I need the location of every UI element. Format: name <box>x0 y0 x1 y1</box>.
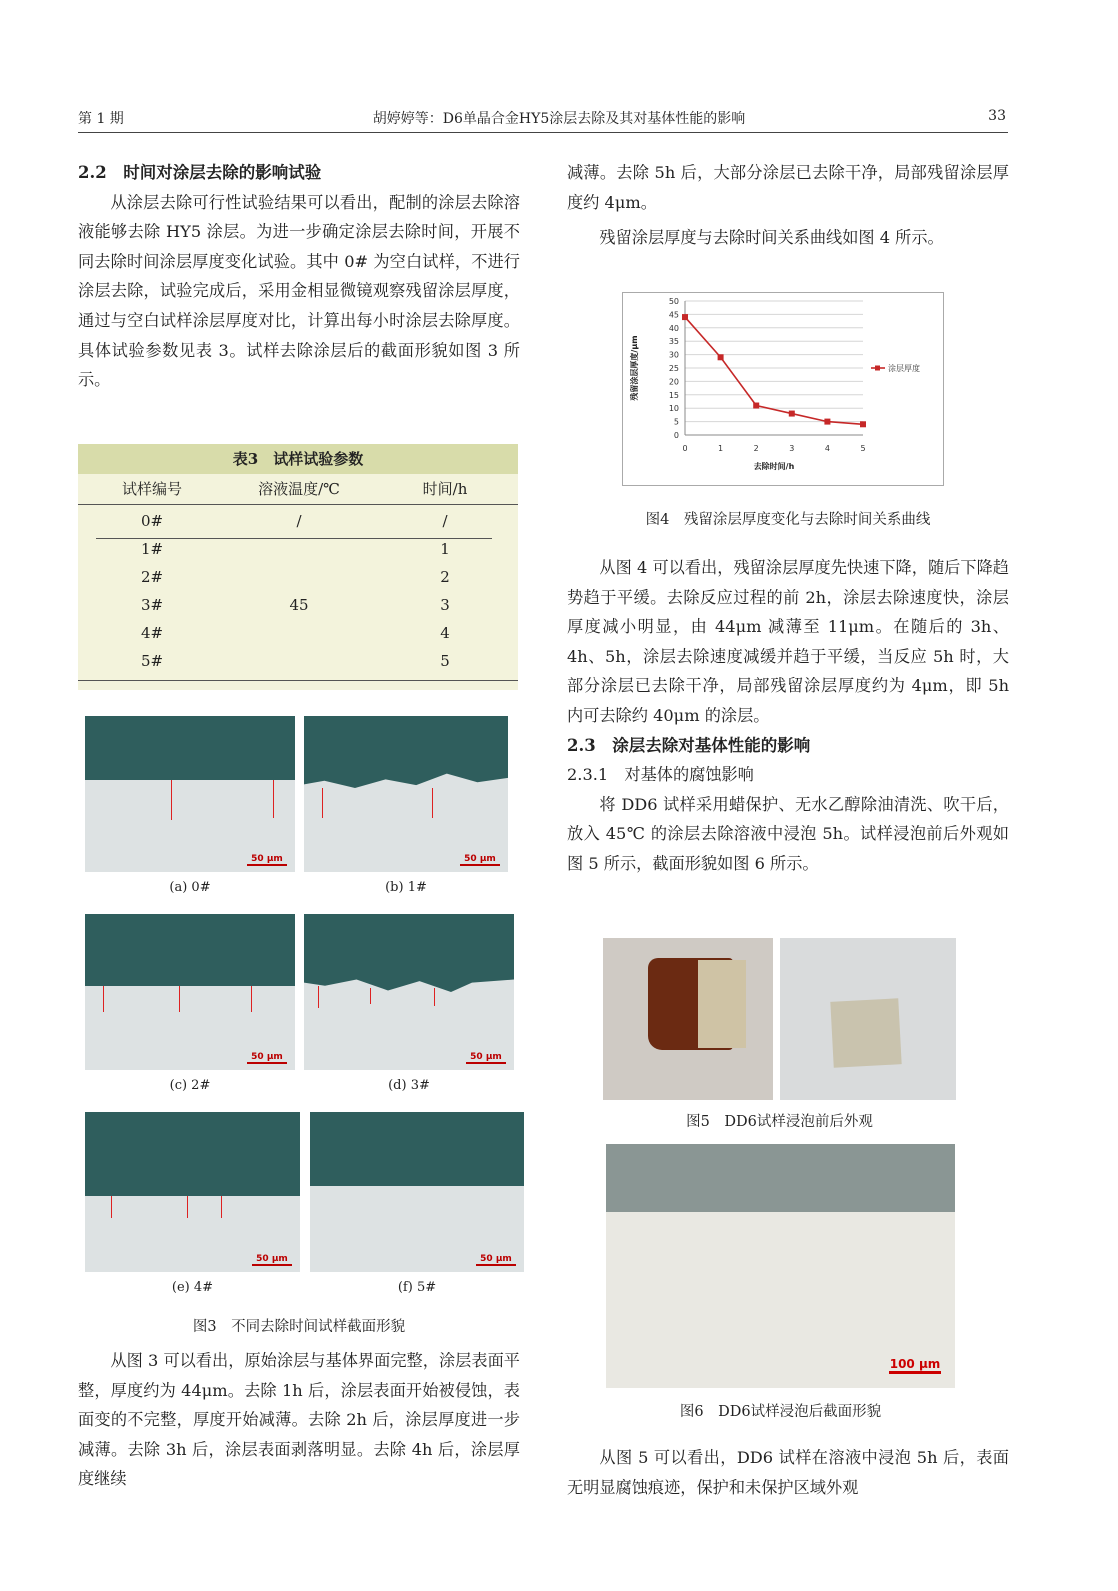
y-tick-label: 25 <box>668 364 679 373</box>
issue-number: 第 1 期 <box>78 111 124 127</box>
table-cell: 3# <box>140 596 164 614</box>
data-point <box>860 421 866 427</box>
scale-bar: 50 μm <box>252 1254 292 1266</box>
scale-bar: 50 μm <box>247 854 287 866</box>
y-tick-label: 10 <box>668 404 679 414</box>
legend-label: 涂层厚度 <box>888 364 920 373</box>
x-tick-label: 4 <box>824 444 830 453</box>
x-tick-label: 1 <box>718 444 724 453</box>
section-heading-2-3: 2.3 涂层去除对基体性能的影响 <box>567 735 811 755</box>
data-point <box>682 314 688 320</box>
legend-marker <box>875 366 880 371</box>
scale-bar: 50 μm <box>476 1254 516 1266</box>
table-cell: 4 <box>440 624 450 642</box>
y-tick-label: 40 <box>668 323 679 333</box>
data-point <box>824 419 830 425</box>
data-point <box>753 403 759 409</box>
table-cell: 45 <box>289 596 309 614</box>
x-tick-label: 2 <box>753 444 759 453</box>
table-header-id: 试样编号 <box>121 480 182 498</box>
table-cell: 4# <box>140 624 164 642</box>
table-header-time: 时间/h <box>422 480 468 498</box>
y-tick-label: 15 <box>668 390 679 400</box>
table-cell: / <box>296 512 302 530</box>
table-cell: 2# <box>140 568 164 586</box>
y-tick-label: 45 <box>668 310 679 320</box>
x-tick-label: 0 <box>682 444 688 453</box>
page-number: 33 <box>988 108 1006 124</box>
scale-bar: 50 μm <box>460 854 500 866</box>
paragraph: 从图 4 可以看出，残留涂层厚度先快速下降，随后下降趋势趋于平缓。去除反应过程的前 2h，涂层去除速度快，涂层厚度减小明显，由 44μm 减薄至 11μm。在随后的 3h、4h、5h，涂层去除速度减缓并趋于平缓，当反应 5h 时，大部分涂层已去除干净，局部残留涂层厚度约为 4μm，即 5h 内可去除约 40μm 的涂层。 <box>567 558 1009 725</box>
y-tick-label: 35 <box>668 337 679 347</box>
header-rule <box>78 132 1008 133</box>
section-heading-2-3-1: 2.3.1 对基体的腐蚀影响 <box>567 765 754 785</box>
table-cell: 1# <box>140 540 164 558</box>
subfigure-label: (f) 5# <box>397 1280 437 1295</box>
figure-5-caption: 图5 DD6试样浸泡前后外观 <box>686 1114 873 1130</box>
paragraph: 残留涂层厚度与去除时间关系曲线如图 4 所示。 <box>599 228 944 248</box>
micrograph-d <box>304 914 514 1070</box>
running-title: 胡婷婷等：D6单晶合金HY5涂层去除及其对基体性能的影响 <box>372 111 746 127</box>
figure-6-micrograph <box>606 1144 955 1388</box>
y-tick-label: 50 <box>668 297 679 306</box>
paragraph: 从图 5 可以看出，DD6 试样在溶液中浸泡 5h 后，表面无明显腐蚀痕迹，保护和未保护区域外观 <box>567 1448 1009 1497</box>
subfigure-label: (e) 4# <box>171 1280 214 1295</box>
table-cell: 3 <box>440 596 450 614</box>
micrograph-f <box>310 1112 524 1272</box>
scale-bar: 100 μm <box>889 1357 941 1374</box>
section-heading-2-2: 2.2 时间对涂层去除的影响试验 <box>78 163 322 182</box>
micrograph-b <box>304 716 508 872</box>
figure-3-caption: 图3 不同去除时间试样截面形貌 <box>192 1319 406 1335</box>
figure-4-caption: 图4 残留涂层厚度变化与去除时间关系曲线 <box>645 512 931 528</box>
y-axis-label: 残留涂层厚度/μm <box>630 335 639 401</box>
figure-4-chart <box>622 292 944 486</box>
paragraph: 从涂层去除可行性试验结果可以看出，配制的涂层去除溶液能够去除 HY5 涂层。为进一步确定涂层去除时间，开展不同去除时间涂层厚度变化试验。其中 0# 为空白试样，不进行涂层去除，试验完成后，采用金相显微镜观察残留涂层厚度，通过与空白试样涂层厚度对比，计算出每小时涂层去除厚度。具体试验参数见表 3。试样去除涂层后的截面形貌如图 3 所示。 <box>78 192 520 390</box>
scale-bar: 50 μm <box>247 1052 287 1064</box>
paragraph: 从图 3 可以看出，原始涂层与基体界面完整，涂层表面平整，厚度约为 44μm。去除 1h 后，涂层表面开始被侵蚀，表面变的不完整，厚度开始减薄。去除 2h 后，涂层厚度进一步减薄。去除 3h 后，涂层表面剥落明显。去除 4h 后，涂层厚度继续 <box>78 1351 520 1489</box>
subfigure-label: (b) 1# <box>385 880 427 895</box>
data-point <box>718 354 724 360</box>
y-tick-label: 0 <box>673 431 679 440</box>
table-header-temp: 溶液温度/℃ <box>258 480 340 498</box>
chart-svg <box>623 293 943 485</box>
table-cell: 2 <box>440 568 450 586</box>
table-cell: 5 <box>440 652 450 670</box>
table-title: 表3 试样试验参数 <box>78 444 518 474</box>
left-column-bottom <box>78 1346 520 1494</box>
micrograph-c <box>85 914 295 1070</box>
y-tick-label: 20 <box>668 377 679 387</box>
table-cell: 5# <box>140 652 164 670</box>
subfigure-label: (d) 3# <box>388 1078 430 1093</box>
micrograph-a <box>85 716 295 872</box>
scale-bar: 50 μm <box>466 1052 506 1064</box>
photo-after-immersion <box>780 938 956 1100</box>
x-tick-label: 3 <box>789 444 795 453</box>
x-axis-label: 去除时间/h <box>753 462 795 471</box>
x-tick-label: 5 <box>860 444 866 453</box>
table-rule <box>96 538 492 539</box>
table-cell: 1 <box>440 540 450 558</box>
photo-before-immersion <box>603 938 773 1100</box>
subfigure-label: (a) 0# <box>169 880 211 895</box>
paragraph: 减薄。去除 5h 后，大部分涂层已去除干净，局部残留涂层厚度约 4μm。 <box>567 163 1009 212</box>
table-rule <box>78 504 518 505</box>
right-column-top <box>567 158 1009 253</box>
left-column-top <box>78 158 520 395</box>
figure-6-caption: 图6 DD6试样浸泡后截面形貌 <box>679 1404 882 1420</box>
paragraph: 将 DD6 试样采用蜡保护、无水乙醇除油清洗、吹干后，放入 45℃ 的涂层去除溶液中浸泡 5h。试样浸泡前后外观如图 5 所示，截面形貌如图 6 所示。 <box>567 794 1009 873</box>
table-cell: / <box>442 512 448 530</box>
right-column-middle <box>567 553 1009 879</box>
table-3 <box>78 444 518 690</box>
y-tick-label: 30 <box>668 350 679 360</box>
table-cell: 0# <box>140 512 164 530</box>
table-rule <box>78 680 518 681</box>
subfigure-label: (c) 2# <box>169 1078 211 1093</box>
micrograph-e <box>85 1112 300 1272</box>
y-tick-label: 5 <box>673 417 679 427</box>
right-column-bottom <box>567 1443 1009 1502</box>
data-point <box>789 411 795 417</box>
